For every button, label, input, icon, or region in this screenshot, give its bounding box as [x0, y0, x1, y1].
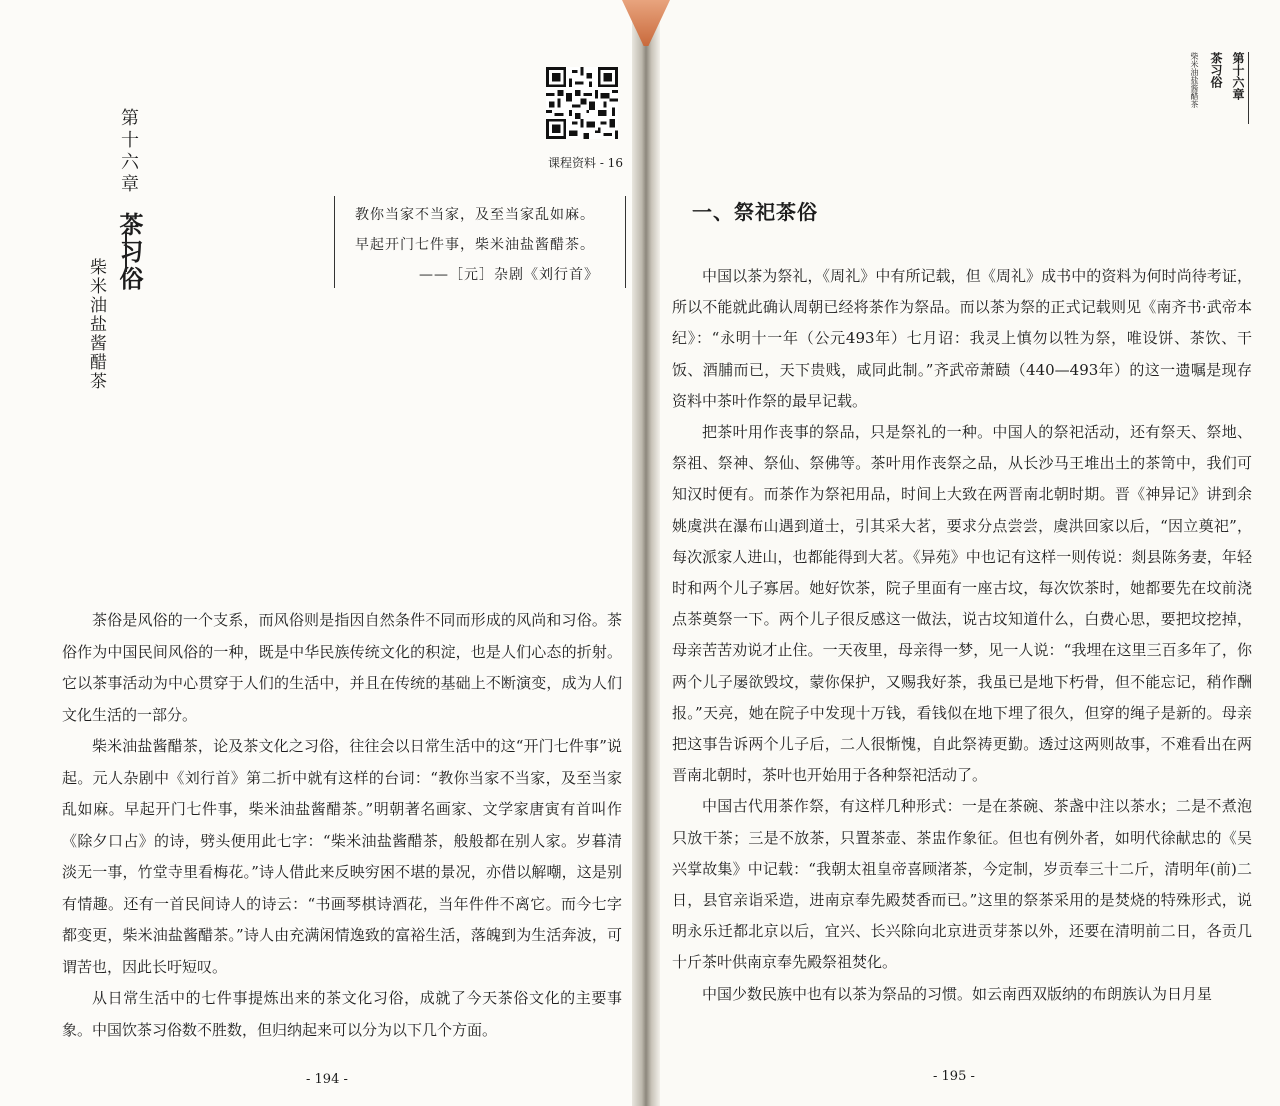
paragraph: 把茶叶用作丧事的祭品，只是祭礼的一种。中国人的祭祀活动，还有祭天、祭地、祭祖、祭神、祭仙、祭佛等。茶叶用作丧祭之品，从长沙马王堆出土的茶笥中，我们可知汉时便有。而茶作为祭祀用品，时间上大致在两晋南北朝时期。晋《神异记》讲到余姚虞洪在瀑布山遇到道士，引其采大茗，要求分点尝尝，虞洪回家以后，“因立奠祀”，每次派家人进山，也都能得到大茗。《异苑》中也记有这样一则传说：剡县陈务妻，年轻时和两个儿子寡居。她好饮茶，院子里面有一座古坟，每次饮茶时，她都要先在坟前浇点茶奠祭一下。两个儿子很反感这一做法，说古坟知道什么，白费心思，要把坟挖掉，母亲苦苦劝说才止住。一天夜里，母亲得一梦，见一人说：“我埋在这里三百多年了，你两个儿子屡欲毁坟，蒙你保护，又赐我好茶，我虽已是地下朽骨，但不能忘记，稍作酬报。”天亮，她在院子中发现十万钱，看钱似在地下埋了很久，但穿的绳子是新的。母亲把这事告诉两个儿子后，二人很惭愧，自此祭祷更勤。透过这两则故事，不难看出在两晋南北朝时，茶叶也开始用于各种祭祀活动了。 — [672, 423, 1252, 785]
epigraph-line: 教你当家不当家，及至当家乱如麻。 — [355, 207, 595, 223]
qr-caption: 课程资料 - 16 — [548, 156, 623, 170]
page-number: - 195 - — [933, 1069, 975, 1084]
epigraph-line: 早起开门七件事，柴米油盐酱醋茶。 — [355, 237, 595, 253]
running-head-chapter: 第十六章 — [1231, 52, 1245, 100]
page-number: - 194 - — [306, 1072, 348, 1087]
right-page — [640, 0, 1280, 1106]
running-head-subtitle: 柴米油盐酱醋茶 — [1190, 52, 1199, 108]
chapter-title: 茶习俗 — [115, 212, 143, 293]
right-body-text — [672, 261, 1252, 1010]
section-heading: 一、祭祀茶俗 — [692, 200, 818, 224]
running-head-title: 茶习俗 — [1209, 52, 1223, 88]
epigraph — [334, 196, 626, 288]
chapter-number: 第十六章 — [118, 108, 139, 196]
qr-code-icon — [546, 60, 618, 146]
paragraph: 茶俗是风俗的一个支系，而风俗则是指因自然条件不同而形成的风尚和习俗。茶俗作为中国民间风俗的一种，既是中华民族传统文化的积淀，也是人们心态的折射。它以茶事活动为中心贯穿于人们的生活中，并且在传统的基础上不断演变，成为人们文化生活的一部分。 — [62, 611, 622, 724]
paragraph: 中国以茶为祭礼，《周礼》中有所记载，但《周礼》成书中的资料为何时尚待考证，所以不能就此确认周朝已经将茶作为祭品。而以茶为祭的正式记载则见《南齐书·武帝本纪》：“永明十一年（公元493年）七月诏：我灵上慎勿以牲为祭，唯设饼、茶饮、干饭、酒脯而已，天下贵贱，咸同此制。”齐武帝萧赜（440—493年）的这一遗嘱是现存资料中茶叶作祭的最早记载。 — [672, 267, 1252, 410]
left-body-text — [62, 605, 622, 1046]
paragraph: 中国古代用茶作祭，有这样几种形式：一是在茶碗、茶盏中注以茶水；二是不煮泡只放干茶；三是不放茶，只置茶壶、茶盅作象征。但也有例外者，如明代徐献忠的《吴兴掌故集》中记载：“我朝太祖皇帝喜顾渚茶，今定制，岁贡奉三十二斤，清明年(前)二日，县官亲诣采造，进南京奉先殿焚香而已。”这里的祭茶采用的是焚烧的特殊形式，说明永乐迁都北京以后，宜兴、长兴除向北京进贡芽茶以外，还要在清明前二日，各贡几十斤茶叶供南京奉先殿祭祖焚化。 — [672, 797, 1252, 972]
epigraph-source: ——［元］杂剧《刘行首》 — [419, 267, 599, 283]
book-spine — [632, 0, 660, 1106]
paragraph: 从日常生活中的七件事提炼出来的茶文化习俗，成就了今天茶俗文化的主要事象。中国饮茶习俗数不胜数，但归纳起来可以分为以下几个方面。 — [62, 989, 622, 1039]
chapter-subtitle: 柴米油盐酱醋茶 — [86, 258, 106, 391]
paragraph: 中国少数民族中也有以茶为祭品的习惯。如云南西双版纳的布朗族认为日月星 — [702, 984, 1213, 1003]
paragraph: 柴米油盐酱醋茶，论及茶文化之习俗，往往会以日常生活中的这“开门七件事”说起。元人杂剧中《刘行首》第二折中就有这样的台词：“教你当家不当家，及至当家乱如麻。早起开门七件事，柴米油盐酱醋茶。”明朝著名画家、文学家唐寅有首叫作《除夕口占》的诗，劈头便用此七字：“柴米油盐酱醋茶，般般都在别人家。岁暮清淡无一事，竹堂寺里看梅花。”诗人借此来反映穷困不堪的景况，亦借以解嘲，这是别有情趣。还有一首民间诗人的诗云：“书画琴棋诗酒花，当年件件不离它。而今七字都变更，柴米油盐酱醋茶。”诗人由充满闲情逸致的富裕生活，落魄到为生活奔波，可谓苦也，因此长吁短叹。 — [62, 737, 622, 976]
title-dash — [125, 232, 127, 272]
running-head — [1174, 52, 1249, 124]
